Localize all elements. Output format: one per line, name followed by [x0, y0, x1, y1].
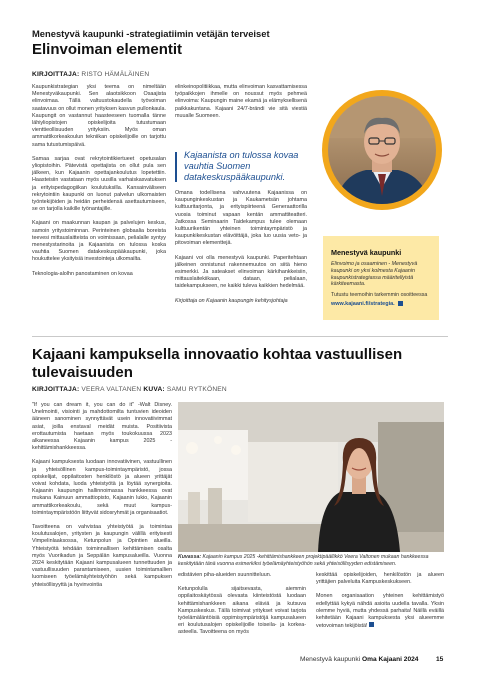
- portrait-illustration: [320, 88, 444, 212]
- article2-column-3: [316, 572, 444, 637]
- paragraph: [316, 593, 444, 630]
- article2-title: Kajaani kampuksella innovaatio kohtaa vastuullisen tulevaisuuden: [32, 346, 403, 381]
- end-square-icon: [369, 622, 374, 627]
- author-name: RISTO HÄMÄLÄINEN: [81, 71, 150, 78]
- article1-title: Elinvoiman elementit: [32, 41, 183, 58]
- photographer-name: SAMU RYTKÖNEN: [166, 386, 227, 393]
- info-box-menestyva-kaupunki: [323, 236, 439, 320]
- paragraph: edistävien piha-alueiden suunnitteluun.: [178, 572, 272, 578]
- info-box-heading: Menestyvä kaupunki: [331, 248, 402, 257]
- article2-column-2: [178, 572, 306, 644]
- article2-column-1: [32, 402, 172, 596]
- info-box-intro: Elinvoimo ja osaaminen - Menestyvä kaupunki on yksi kolmesta Kajaanin kaupunkistrategiassa määritellyistä kärkiteemasta.: [331, 261, 418, 288]
- end-square-icon: [398, 301, 403, 306]
- footer-publication: Oma Kajaani 2024: [362, 656, 419, 663]
- portrait-risto: [320, 88, 444, 212]
- paragraph: Tavoitteena on vahvistaa yhteistyötä ja toimintaa koulutusalojen, yritysten ja kaupungin välillä erityisesti Vimpelinlaaksossa, Ketunpolun ja Opintien alueilla. Yhteistyötä tehdään toiminnallisen kehittämisen osalta myös Vuorikadun ja Seppälän kampusalueilla. Vuonna 2024 keskitytään Kajaani kampusalueen tunnettuuden ja vastuullisuuden parantamiseen, uusien toimintamallien luomiseen työelämäyhteistyöhön sekä kampuksen yhteisöllisyyttä ja hyvinvointia: [32, 524, 172, 588]
- article1-column-1: [32, 84, 166, 285]
- article1-kicker: Menestyvä kaupunki -strategiatiimin vetäjän terveiset: [32, 28, 270, 39]
- author-label: KIRJOITTAJA:: [32, 71, 80, 78]
- article-divider: [32, 336, 448, 337]
- paragraph: Kaupunkistrategian yksi teema on nimeltään Menestyväkaupunki. Sen alaotsikkoon Osaajista elinvoimaa. Tällä valtuustokaudella työvoiman saatavuus on ollut monen yrityksen kasvun pullonkaula. Kaupungit on vastannut haasteeseen tuomalla tänne lähiyliopistojen opiskelijoita tutustumaan vienttieollisuuden yrityksiin. Myös oman ammattikorkeakoulun tekniikan opiskelijoille on tarjottu sama tutustumispäivä.: [32, 84, 166, 148]
- paragraph: Omana todellisena vahvuutena Kajaanissa on kaupunginkeskustan ja Kaukametsän johtama kulttuuritarjonta, ja erityispiirteenä Generaattorilla vuosia toiminut vapaan kentän ammattiteatteri. Jatkossa Seminaarin Taidekampus tulee olemaan kulttuurikentän yhteinen toimintaympäristö ja kaupunkikeskustan elävöittäjä, joka luo uusia veto- ja pitovoiman elementtejä.: [175, 190, 307, 247]
- paragraph: Kajaani kampuksesta luodaan innovatiivinen, vastuullinen ja yhteisöllinen kampus-toimintaympäristö, jossa opiskelijat, oppilaitosten henkilöstö ja alueen yrittäjät voivat kohdata, luoda yhteistyötä ja löytää synergioita. Kajaanin kaupungin hallinnoimassa hankkeessa ovat mukana Kainuun ammattiopisto, Kajaanin lukio, Kajaanin ammattikorkeakoulu, sekä muut kampus-toimintaympäristöön liittyvät sidosryhmät ja organisaatiot.: [32, 459, 172, 516]
- paragraph: "If you can dream it, you can do it" -Walt Disney. Unelmointi, visiointi ja mahdottomilta tuntuvien ideoiden ääneen sanominen synnyttävät usein innovatiivimmat asiat, joilla enstaval meidät muista. Positiivista erottautumista haetaan myös toukokuussa 2023 alkaneessa Kajaanin kampus 2025 -kehittämishankkeessa.: [32, 402, 172, 452]
- paragraph: Ketunpolulla sijaitsevasta, aiemmin oppilaitoskäytössä olevasta kiinteistöstä luodaan kehittämishankkeen aikana eläviä ja kutsuva Kampuskeskus. Tällä toimivat yritykset voivat tarjota työelämäläntöisiä oppimisympäristöjä kampusalueen eri koulutusalojen opiskelijoille toiseila- ja korkea-asteella. Tavoitteena on myös: [178, 586, 306, 636]
- paragraph: Teknologia-alolhn panostaminen on kovaa: [32, 270, 133, 277]
- paragraph: Kajaani voi olla menestyvä kaupunki. Paperitehtaan jälkeinen onnistunut rakennemuutos on siitä hieno esimerkki. Ja sateakset elinvoiman kärkihankkeisiin, mittauslaitekiikaan, dataan, pelialaan, taidekampukseen, ne kaikki tuleva kaikkien hedelmää.: [175, 254, 307, 290]
- caption-text: Kajaanin kampus 2025 -kehittämishankkeen projektipäällikkö Veera Valtonen mukaan hankkeessa keskitytään tänä vuonna esimerkiksi työelämäyhteistyöhön sekä yhteisöllisyyden edistämiseen.: [178, 554, 429, 567]
- quote-bar: [175, 152, 177, 182]
- pull-quote: Kajaanista on tulossa kovaa vauhtia Suomen datakeskuspääkaupunki.: [184, 150, 299, 182]
- paragraph: Samaa sarjaa ovat rekrytointikiertueet opetusalan yliopistoihin. Pätevistä opettajista on ollut pula sen jälkeen, kun Kajaanin opettajankoulutus lopetettiin. Haasteisiin vastataan myös uusilla varhaiskasvatuksen ja erityispedagogiikan koulutuksilla. Kansainväliseen rekrytointiin kaupunki on luonut palvelun ulkomaisten työntekijöiden ja heidän perheidensä asettautumiseen, se on tarjolla kaikille työnantajille.: [32, 155, 166, 213]
- photo-veera-valtonen: [178, 402, 444, 552]
- author-label: KIRJOITTAJA:: [32, 386, 80, 393]
- author-name: VEERA VALTANEN: [81, 386, 142, 393]
- info-box-text: Tutustu teemoihin tarkemmin osoitteessa: [331, 292, 428, 299]
- office-photo-illustration: [178, 402, 444, 552]
- caption-label: Kuvassa:: [178, 554, 202, 560]
- article1-column-2-top: [175, 84, 307, 127]
- paragraph: keskittää opiskelijoiden, henkilöstön ja alueen yrittäjien palveluita Kampuskeskukseen.: [316, 572, 444, 586]
- photo-caption: [178, 554, 444, 567]
- footer-section: Menestyvä kaupunki: [300, 656, 361, 663]
- photo-label: KUVA:: [143, 386, 165, 393]
- article1-column-2-bottom: [175, 190, 307, 312]
- author-bio: Kirjoittaja on Kajaanin kaupungin kehitysjohtaja: [175, 297, 288, 304]
- paragraph-text: Monen organisaation yhteinen kehittämistyö edellyttää kykyä nähdä asioita uudella tavalla. Yksin olemme hyviä, mutta yhdessä parhaita! Näillä eväillä kehitetään Kajaani kampuksesta yksi alueemme vetovoiman tekijöistä!: [316, 593, 444, 630]
- paragraph: Kajaani on maakunnan kaupan ja palvelujen keskus, samoin yritystoiminnan. Perinteinen globaalia boreista teevesi mittauslaitteista on voimissaan, pelialalle syntyy menestystarinoita ja Kajaanista on tulossa koska vauhtia Suomen datakeskuspääkaupunki, joka houkuttelee yksityisiä investointeja ulkomailta.: [32, 220, 166, 263]
- strategy-link-text[interactable]: www.kajaani.fi/strategia.: [331, 300, 395, 307]
- article2-author: [32, 386, 227, 393]
- article1-author: [32, 71, 149, 78]
- strategy-link[interactable]: [331, 301, 431, 307]
- paragraph: elinkeinopolitiikkaa, mutta elinvoiman kasvattamisessa työpaikkojen ihmelle on noussut myös pehmeä elinvoima: Kaupungin maine ekamä ja elämyksellisenä paikkakuntana. Kajaani 24/7-brändi vie sitä viestiä muualle Suomeen.: [175, 84, 307, 119]
- page-number: 15: [436, 656, 444, 663]
